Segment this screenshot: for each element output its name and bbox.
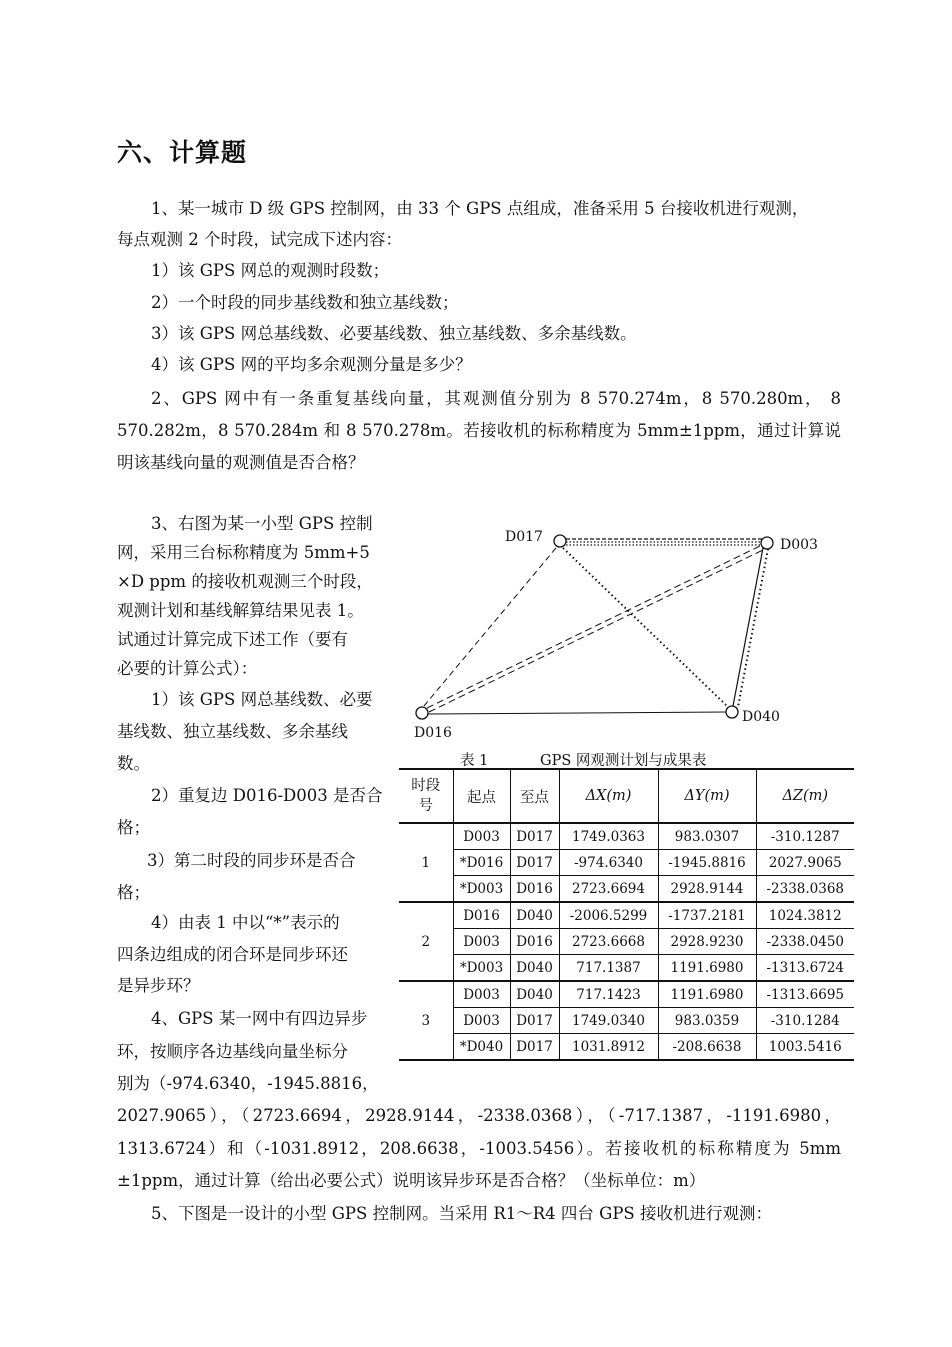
dx-cell: 717.1423 bbox=[559, 981, 658, 1008]
header-from: 起点 bbox=[453, 769, 510, 823]
header-period: 时段号 bbox=[399, 769, 453, 823]
period-cell: 2 bbox=[399, 902, 453, 981]
problem-3-item-4-line-3: 是异步环？ bbox=[117, 976, 200, 995]
dx-cell: 2723.6694 bbox=[559, 876, 658, 903]
baseline-d016-d003-b bbox=[429, 549, 765, 712]
problem-5-line-1: 5、下图是一设计的小型 GPS 控制网。当采用 R1～R4 四台 GPS 接收机进行观测： bbox=[151, 1204, 772, 1223]
point-d016-marker bbox=[416, 707, 428, 719]
problem-4-line-3: 别为（-974.6340，-1945.8816， bbox=[117, 1074, 379, 1093]
header-dz: ΔZ(m) bbox=[756, 769, 854, 823]
problem-3-item-2-line-2: 格； bbox=[117, 818, 150, 837]
table-row bbox=[399, 850, 854, 876]
from-cell: D003 bbox=[453, 823, 510, 850]
dz-cell: -2338.0450 bbox=[756, 929, 854, 955]
table-row bbox=[399, 1034, 854, 1061]
problem-3-item-1-line-3: 数。 bbox=[117, 754, 150, 773]
from-cell: D003 bbox=[453, 981, 510, 1008]
problem-1-line-1: 1、某一城市 D 级 GPS 控制网，由 33 个 GPS 点组成，准备采用 5 台接收机进行观测， bbox=[151, 199, 809, 218]
table-row bbox=[399, 981, 854, 1008]
problem-3-line-6: 必要的计算公式）： bbox=[117, 659, 258, 678]
problem-3-line-3: ×D ppm 的接收机观测三个时段， bbox=[117, 572, 373, 591]
period-cell: 1 bbox=[399, 823, 453, 902]
point-d017-label: D017 bbox=[505, 529, 543, 545]
problem-1-item-1: 1）该 GPS 网总的观测时段数； bbox=[151, 261, 390, 280]
dy-cell: 983.0307 bbox=[658, 823, 756, 850]
problem-1-item-4: 4）该 GPS 网的平均多余观测分量是多少？ bbox=[151, 355, 472, 374]
dx-cell: 2723.6668 bbox=[559, 929, 658, 955]
problem-4-line-2: 环，按顺序各边基线向量坐标分 bbox=[117, 1042, 348, 1061]
dy-cell: -1737.2181 bbox=[658, 902, 756, 929]
dx-cell: -2006.5299 bbox=[559, 902, 658, 929]
to-cell: D017 bbox=[510, 823, 559, 850]
dz-cell: -1313.6695 bbox=[756, 981, 854, 1008]
table-row bbox=[399, 876, 854, 903]
dy-cell: -208.6638 bbox=[658, 1034, 756, 1061]
to-cell: D016 bbox=[510, 929, 559, 955]
header-dy: ΔY(m) bbox=[658, 769, 756, 823]
from-cell: D003 bbox=[453, 1008, 510, 1034]
table-row bbox=[399, 902, 854, 929]
problem-3-item-3-line-2: 格； bbox=[117, 883, 150, 902]
from-cell: *D003 bbox=[453, 955, 510, 982]
table-caption-number: 表 1 bbox=[460, 753, 489, 769]
from-cell: *D040 bbox=[453, 1034, 510, 1061]
table-row bbox=[399, 1008, 854, 1034]
table-caption-title: GPS 网观测计划与成果表 bbox=[540, 753, 707, 769]
problem-3-line-1: 3、右图为某一小型 GPS 控制 bbox=[151, 514, 373, 533]
dz-cell: 2027.9065 bbox=[756, 850, 854, 876]
table-row bbox=[399, 823, 854, 850]
problem-3-line-5: 试通过计算完成下述工作（要有 bbox=[117, 630, 348, 649]
to-cell: D040 bbox=[510, 981, 559, 1008]
dz-cell: -310.1284 bbox=[756, 1008, 854, 1034]
problem-4-line-4: 2027.9065），（2723.6694，2928.9144，-2338.0368），（-717.1387，-1191.6980， bbox=[117, 1106, 841, 1125]
from-cell: *D016 bbox=[453, 850, 510, 876]
dz-cell: -310.1287 bbox=[756, 823, 854, 850]
dz-cell: -1313.6724 bbox=[756, 955, 854, 982]
gps-network-diagram bbox=[400, 515, 820, 745]
header-dx: ΔX(m) bbox=[559, 769, 658, 823]
dz-cell: 1003.5416 bbox=[756, 1034, 854, 1061]
dy-cell: 2928.9144 bbox=[658, 876, 756, 903]
baseline-d003-d040-b bbox=[738, 549, 768, 707]
from-cell: D016 bbox=[453, 902, 510, 929]
to-cell: D040 bbox=[510, 902, 559, 929]
dx-cell: 1749.0363 bbox=[559, 823, 658, 850]
problem-3-item-1-line-1: 1）该 GPS 网总基线数、必要 bbox=[151, 690, 373, 709]
baseline-d003-d040-a bbox=[733, 548, 763, 706]
dy-cell: 2928.9230 bbox=[658, 929, 756, 955]
problem-3-line-4: 观测计划和基线解算结果见表 1。 bbox=[117, 601, 364, 620]
dx-cell: 717.1387 bbox=[559, 955, 658, 982]
problem-3-line-2: 网，采用三台标称精度为 5mm+5 bbox=[117, 543, 370, 562]
dz-cell: 1024.3812 bbox=[756, 902, 854, 929]
dx-cell: -974.6340 bbox=[559, 850, 658, 876]
table-header-row bbox=[399, 769, 854, 823]
point-d017-marker bbox=[554, 535, 566, 547]
problem-3-item-4-line-1: 4）由表 1 中以“*”表示的 bbox=[151, 913, 340, 932]
header-to: 至点 bbox=[510, 769, 559, 823]
section-title: 六、计算题 bbox=[117, 138, 248, 167]
problem-2-line-1: 2、GPS 网中有一条重复基线向量，其观测值分别为 8 570.274m，8 570.280m， 8 bbox=[151, 389, 841, 408]
to-cell: D017 bbox=[510, 1034, 559, 1061]
table-row bbox=[399, 955, 854, 982]
problem-2-line-3: 明该基线向量的观测值是否合格？ bbox=[117, 453, 365, 472]
point-d040-marker bbox=[726, 706, 738, 718]
problem-4-line-5: 1313.6724）和（-1031.8912，208.6638，-1003.5456）。若接收机的标称精度为 5mm bbox=[117, 1139, 841, 1158]
from-cell: D003 bbox=[453, 929, 510, 955]
to-cell: D017 bbox=[510, 1008, 559, 1034]
table-row bbox=[399, 929, 854, 955]
problem-3-item-3-line-1: 3）第二时段的同步环是否合 bbox=[147, 851, 356, 870]
dx-cell: 1749.0340 bbox=[559, 1008, 658, 1034]
problem-4-line-6: ±1ppm，通过计算（给出必要公式）说明该异步环是否合格？（坐标单位：m） bbox=[117, 1171, 706, 1190]
problem-3-item-4-line-2: 四条边组成的闭合环是同步环还 bbox=[117, 945, 348, 964]
to-cell: D040 bbox=[510, 955, 559, 982]
problem-4-line-1: 4、GPS 某一网中有四边异步 bbox=[151, 1009, 368, 1028]
baseline-d017-d040 bbox=[563, 548, 727, 706]
baseline-d016-d003-a bbox=[427, 545, 762, 708]
period-cell: 3 bbox=[399, 981, 453, 1060]
dy-cell: 983.0359 bbox=[658, 1008, 756, 1034]
problem-3-item-1-line-2: 基线数、独立基线数、多余基线 bbox=[117, 722, 348, 741]
dz-cell: -2338.0368 bbox=[756, 876, 854, 903]
problem-1-item-3: 3）该 GPS 网总基线数、必要基线数、独立基线数、多余基线数。 bbox=[151, 324, 637, 343]
dy-cell: -1945.8816 bbox=[658, 850, 756, 876]
dx-cell: 1031.8912 bbox=[559, 1034, 658, 1061]
baseline-d016-d040 bbox=[427, 712, 726, 714]
problem-2-line-2: 570.282m，8 570.284m 和 8 570.278m。若接收机的标称精度为 5mm±1ppm，通过计算说 bbox=[117, 421, 841, 440]
gps-results-table bbox=[399, 768, 854, 1061]
problem-3-item-2-line-1: 2）重复边 D016-D003 是否合 bbox=[151, 786, 383, 805]
point-d040-label: D040 bbox=[742, 709, 780, 725]
to-cell: D016 bbox=[510, 876, 559, 903]
dy-cell: 1191.6980 bbox=[658, 981, 756, 1008]
point-d016-label: D016 bbox=[414, 725, 452, 741]
problem-1-item-2: 2）一个时段的同步基线数和独立基线数； bbox=[151, 293, 459, 312]
point-d003-marker bbox=[761, 537, 773, 549]
dy-cell: 1191.6980 bbox=[658, 955, 756, 982]
problem-1-line-2: 每点观测 2 个时段，试完成下述内容： bbox=[117, 230, 402, 249]
from-cell: *D003 bbox=[453, 876, 510, 903]
to-cell: D017 bbox=[510, 850, 559, 876]
point-d003-label: D003 bbox=[780, 537, 818, 553]
